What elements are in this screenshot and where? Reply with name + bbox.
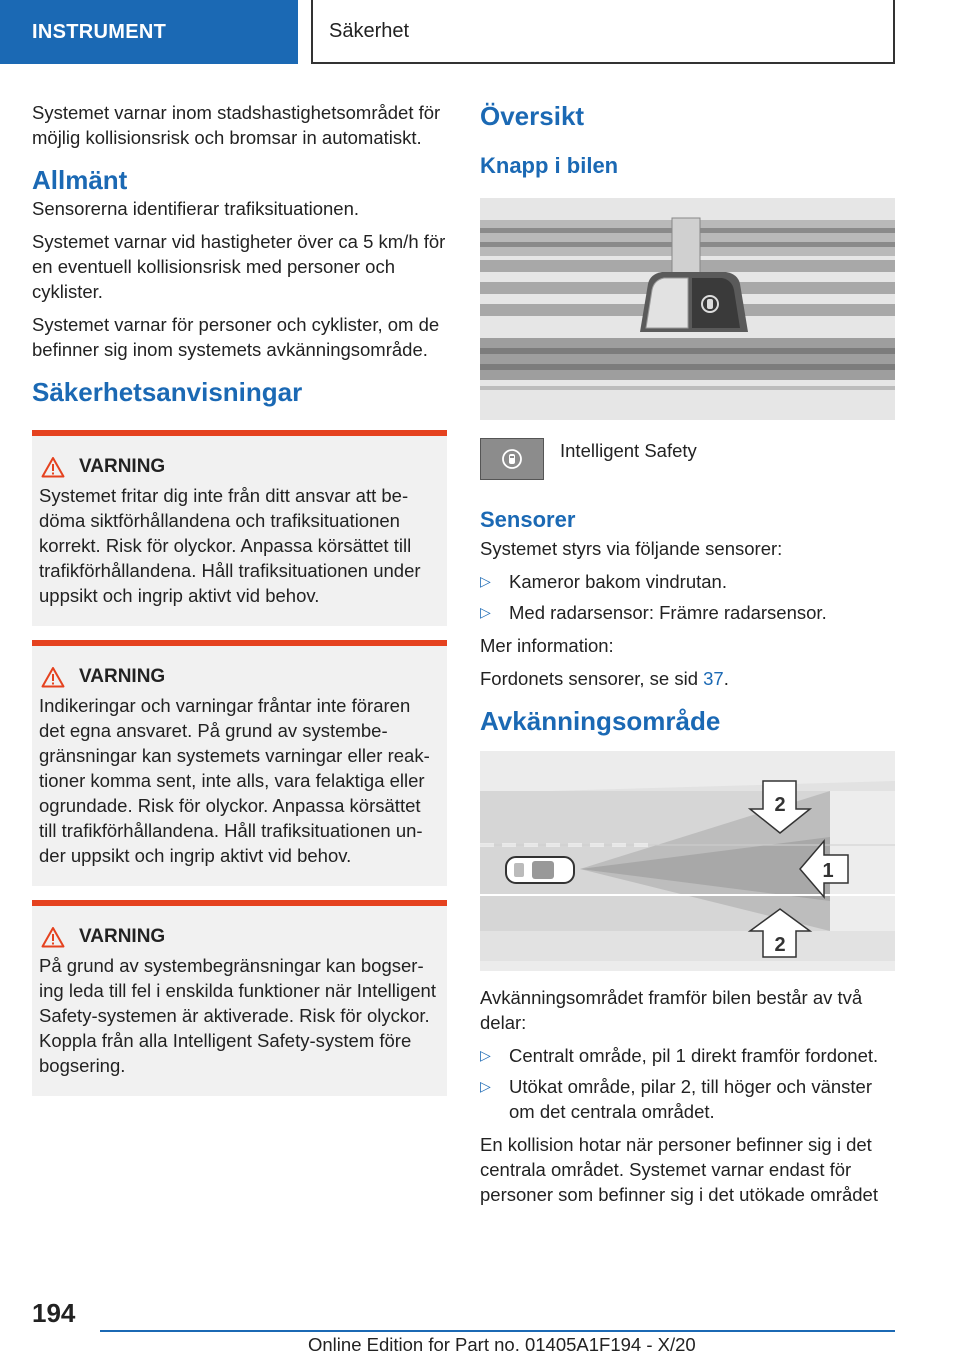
car-icon: [506, 857, 574, 883]
list-item: ▷ Utökat område, pilar 2, till höger och vänster om det centrala området.: [480, 1074, 895, 1124]
warning-label: VARNING: [79, 926, 166, 947]
warning-text: Indikeringar och varningar fråntar inte föraren det egna ansvaret. På grund av systembegränsningar kan systemets varningar eller reaktioner komma sent, inte alls, vara felaktiga eller ogrundade. Risk för olyckor. Anpassa körsättet till trafikförhållandena. Håll trafiksituationen under uppsikt och ingrip aktivt vid behov.: [39, 695, 430, 866]
warning-box-2: [32, 640, 447, 886]
page-link[interactable]: 37: [703, 668, 724, 689]
warning-text: Systemet fritar dig inte från ditt ansvar att bedöma siktförhållandena och trafiksituationen korrekt. Risk för olyckor. Anpassa körsättet till trafikförhållandena. Håll trafiksituationen under uppsikt och ingrip aktivt vid behov.: [39, 485, 421, 606]
arrow-label-top: 2: [774, 794, 786, 816]
button-legend-row: [480, 438, 895, 480]
detection-area-diagram: [480, 751, 895, 971]
heading-oversikt: Översikt: [480, 101, 585, 131]
list-item: ▷ Centralt område, pil 1 direkt framför fordonet.: [480, 1043, 895, 1068]
sensorer-intro: Systemet styrs via följande sensorer:: [480, 538, 783, 559]
footer-edition: Online Edition for Part no. 01405A1F194 - X/20: [308, 1334, 696, 1355]
avk-end: En kollision hotar när personer befinner sig i det centrala området. Systemet varnar endast för personer som befinner sig i det utökade området: [480, 1134, 878, 1205]
warning-triangle-icon: [41, 926, 65, 948]
warning-triangle-icon: [41, 456, 65, 478]
list-item: ▷ Med radarsensor: Främre radarsensor.: [480, 600, 895, 625]
heading-sensorer: Sensorer: [480, 507, 576, 532]
reference-line: [480, 666, 895, 691]
section-title: Säkerhet: [311, 0, 895, 64]
heading-avkanning: Avkänningsområde: [480, 706, 721, 736]
reference-end: .: [723, 668, 729, 689]
intelligent-safety-button-icon[interactable]: [480, 438, 544, 480]
mer-info: Mer information:: [480, 635, 614, 656]
heading-knapp: Knapp i bilen: [480, 153, 619, 178]
warning-text: På grund av systembegränsningar kan bogsering leda till fel i enskilda funktioner när Intelligent Safety-systemen är aktiverade. Risk för olyckor. Koppla från alla Intelligent Safety-system före bogsering.: [39, 955, 436, 1076]
arrow-label-bottom: 2: [774, 934, 786, 956]
list-item: ▷ Kameror bakom vindrutan.: [480, 569, 895, 594]
allmant-p3: Systemet varnar för personer och cyklister, om de befinner sig inom systemets avkänningsområde.: [32, 314, 440, 360]
warning-label: VARNING: [79, 666, 166, 687]
button-label: Intelligent Safety: [560, 440, 697, 461]
allmant-p1: Sensorerna identifierar trafiksituationen.: [32, 198, 360, 219]
warning-box-3: [32, 900, 447, 1096]
dashboard-button-image: [480, 198, 895, 420]
detection-illustration: [480, 751, 895, 971]
intro-paragraph: Systemet varnar inom stadshastighetsområdet för möjlig kollisionsrisk och bromsar in automatiskt.: [32, 102, 441, 148]
sensorer-list: [480, 569, 895, 625]
page-number: 194: [32, 1298, 76, 1328]
car-shield-icon: [501, 448, 523, 470]
heading-allmant: Allmänt: [32, 165, 128, 195]
arrow-label-middle: 1: [822, 860, 834, 882]
right-column: [480, 100, 895, 1215]
reference-text: Fordonets sensorer, se sid: [480, 668, 704, 689]
left-column: [32, 100, 447, 1110]
avk-intro: Avkänningsområdet framför bilen består av två delar:: [480, 987, 863, 1033]
warning-label: VARNING: [79, 456, 166, 477]
allmant-p2: Systemet varnar vid hastigheter över ca 5 km/h för en eventuell kollisionsrisk med personer och cyklister.: [32, 231, 446, 302]
warning-box-1: [32, 430, 447, 626]
chapter-tab[interactable]: INSTRUMENT: [0, 0, 298, 64]
dashboard-illustration: [480, 198, 895, 420]
warning-triangle-icon: [41, 666, 65, 688]
footer-divider: [100, 1330, 895, 1332]
avk-list: [480, 1043, 895, 1124]
heading-safety: Säkerhetsanvisningar: [32, 377, 303, 407]
